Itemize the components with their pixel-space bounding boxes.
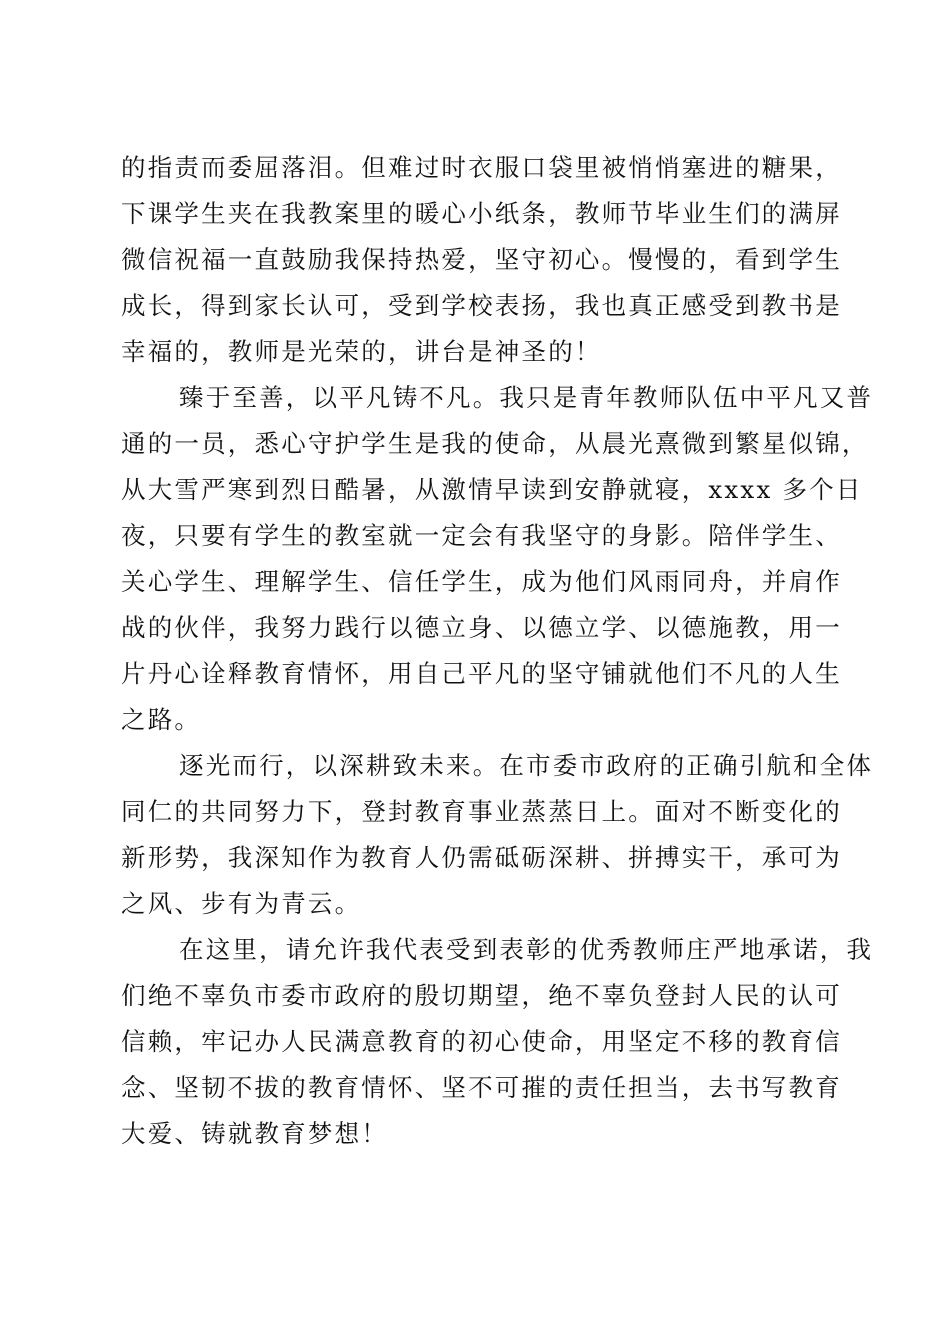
text-line: 关心学生、理解学生、信任学生，成为他们风雨同舟，并肩作 xyxy=(121,567,842,596)
text-line: 大爱、铸就教育梦想！ xyxy=(121,1119,388,1148)
text-line: 幸福的，教师是光荣的，讲台是神圣的！ xyxy=(121,337,602,366)
text-line: 念、坚韧不拔的教育情怀、坚不可摧的责任担当，去书写教育 xyxy=(121,1073,842,1102)
text-line: 之路。 xyxy=(121,705,202,734)
text-line: 同仁的共同努力下，登封教育事业蒸蒸日上。面对不断变化的 xyxy=(121,797,842,826)
paragraph-first-line: 在这里，请允许我代表受到表彰的优秀教师庄严地承诺，我 xyxy=(179,935,874,964)
text-line: 片丹心诠释教育情怀，用自己平凡的坚守铺就他们不凡的人生 xyxy=(121,659,842,688)
text-line: 下课学生夹在我教案里的暖心小纸条，教师节毕业生们的满屏 xyxy=(121,199,842,228)
document-body xyxy=(121,145,874,1157)
paragraph-first-line: 臻于至善，以平凡铸不凡。我只是青年教师队伍中平凡又普 xyxy=(179,383,874,412)
paragraph-first-line: 逐光而行，以深耕致未来。在市委市政府的正确引航和全体 xyxy=(179,751,874,780)
text-line: 新形势，我深知作为教育人仍需砥砺深耕、拼搏实干，承可为 xyxy=(121,843,842,872)
text-line: 从大雪严寒到烈日酷暑，从激情早读到安静就寝，xxxx 多个日 xyxy=(121,475,863,504)
text-line: 的指责而委屈落泪。但难过时衣服口袋里被悄悄塞进的糖果， xyxy=(121,153,842,182)
text-line: 战的伙伴，我努力践行以德立身、以德立学、以德施教，用一 xyxy=(121,613,842,642)
text-line: 们绝不辜负市委市政府的殷切期望，绝不辜负登封人民的认可 xyxy=(121,981,842,1010)
text-line: 信赖，牢记办人民满意教育的初心使命，用坚定不移的教育信 xyxy=(121,1027,842,1056)
text-line: 通的一员，悉心守护学生是我的使命，从晨光熹微到繁星似锦， xyxy=(121,429,869,458)
text-line: 成长，得到家长认可，受到学校表扬，我也真正感受到教书是 xyxy=(121,291,842,320)
text-line: 夜，只要有学生的教室就一定会有我坚守的身影。陪伴学生、 xyxy=(121,521,842,550)
text-line: 微信祝福一直鼓励我保持热爱，坚守初心。慢慢的，看到学生 xyxy=(121,245,842,274)
text-line: 之风、步有为青云。 xyxy=(121,889,362,918)
